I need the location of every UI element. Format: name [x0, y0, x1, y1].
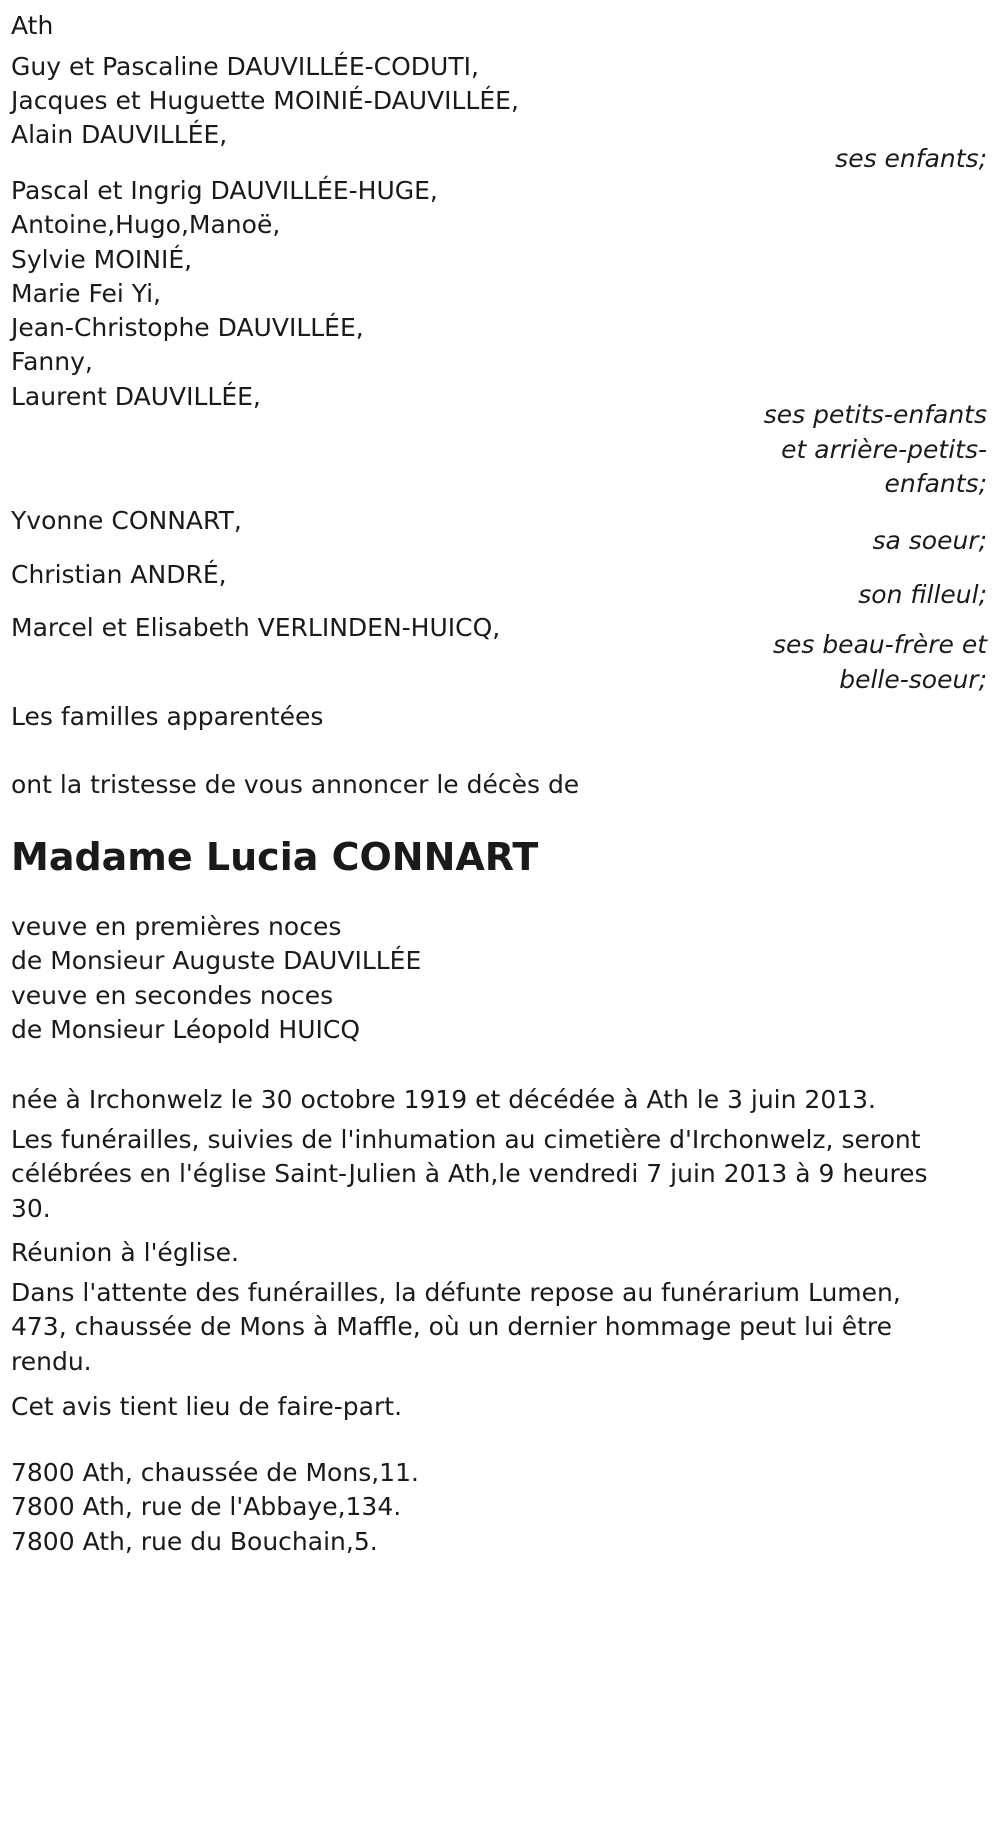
rest-paragraph	[11, 1276, 999, 1379]
grandchild-name: Sylvie MOINIÉ,	[11, 244, 193, 274]
grandchildren-role-line: ses petits-enfants	[763, 400, 987, 429]
in-laws-role	[773, 628, 987, 697]
addresses	[11, 1456, 999, 1559]
meeting-line: Réunion à l'église.	[11, 1238, 239, 1267]
child-name: Alain DAUVILLÉE,	[11, 120, 228, 149]
sister-name: Yvonne CONNART,	[11, 506, 242, 535]
funeral-line: 30.	[11, 1193, 51, 1223]
widow-line: veuve en premières noces	[11, 912, 342, 941]
announcement-line: ont la tristesse de vous annoncer le décès de	[11, 770, 580, 799]
address-line: 7800 Ath, rue de l'Abbaye,134.	[11, 1492, 402, 1522]
grandchild-name: Antoine,Hugo,Manoë,	[11, 210, 281, 240]
funeral-line: Les funérailles, suivies de l'inhumation au cimetière d'Irchonwelz, seront	[11, 1125, 921, 1154]
child-name: Guy et Pascaline DAUVILLÉE-CODUTI,	[11, 52, 479, 81]
funeral-line: célébrées en l'église Saint-Julien à Ath,le vendredi 7 juin 2013 à 9 heures	[11, 1159, 928, 1189]
grandchildren-role-line: et arrière-petits-	[781, 434, 987, 464]
rest-line: rendu.	[11, 1346, 92, 1376]
rest-line: 473, chaussée de Mons à Maffle, où un dernier hommage peut lui être	[11, 1312, 892, 1342]
in-laws-role-line: belle-soeur;	[839, 664, 987, 694]
address-line: 7800 Ath, chaussée de Mons,11.	[11, 1458, 419, 1487]
families-line: Les familles apparentées	[11, 702, 324, 731]
grandchildren-role	[764, 398, 987, 502]
funeral-paragraph	[11, 1123, 999, 1226]
sister-role: sa soeur;	[872, 526, 987, 555]
address-line: 7800 Ath, rue du Bouchain,5.	[11, 1526, 378, 1556]
rest-line: Dans l'attente des funérailles, la défunte repose au funérarium Lumen,	[11, 1278, 901, 1307]
child-name: Jacques et Huguette MOINIÉ-DAUVILLÉE,	[11, 86, 519, 115]
godson-name: Christian ANDRÉ,	[11, 560, 227, 589]
children-group	[11, 50, 999, 152]
in-laws-name: Marcel et Elisabeth VERLINDEN-HUICQ,	[11, 613, 501, 642]
location-header: Ath	[11, 11, 54, 40]
notice-line: Cet avis tient lieu de faire-part.	[11, 1392, 403, 1421]
grandchild-name: Fanny,	[11, 347, 93, 377]
grandchild-name: Laurent DAUVILLÉE,	[11, 381, 261, 411]
deceased-name: Madame Lucia CONNART	[11, 835, 539, 879]
grandchild-name: Jean-Christophe DAUVILLÉE,	[11, 313, 364, 343]
widow-lines	[11, 910, 999, 1047]
children-role: ses enfants;	[835, 144, 987, 173]
grandchild-name: Marie Fei Yi,	[11, 278, 161, 308]
godson-role: son filleul;	[858, 580, 987, 609]
grandchildren-group	[11, 174, 999, 414]
grandchild-name: Pascal et Ingrig DAUVILLÉE-HUGE,	[11, 176, 438, 205]
in-laws-role-line: ses beau-frère et	[772, 630, 987, 659]
birth-death-line: née à Irchonwelz le 30 octobre 1919 et décédée à Ath le 3 juin 2013.	[11, 1085, 876, 1114]
widow-line: de Monsieur Auguste DAUVILLÉE	[11, 946, 422, 976]
widow-line: de Monsieur Léopold HUICQ	[11, 1014, 361, 1044]
widow-line: veuve en secondes noces	[11, 980, 334, 1010]
grandchildren-role-line: enfants;	[884, 469, 987, 498]
